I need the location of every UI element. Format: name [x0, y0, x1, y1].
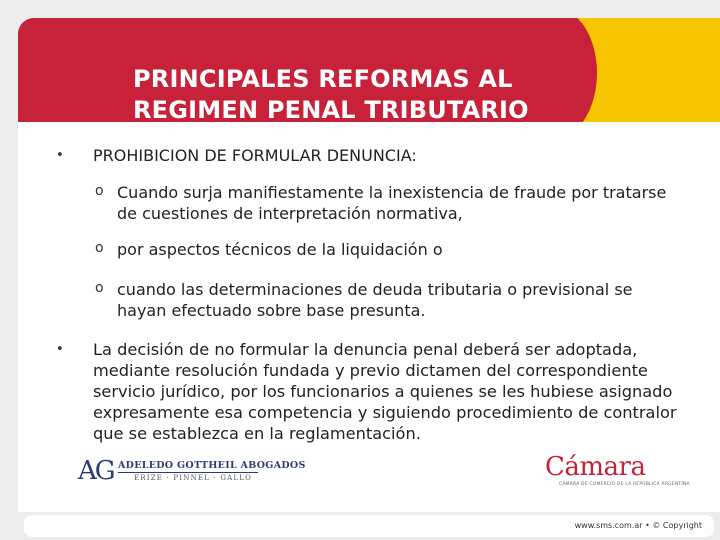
title-banner [18, 18, 720, 122]
sub-item-1: Cuando surja manifiestamente la inexistencia de fraude por tratarse de cuestiones de interpretación normativa, [117, 183, 667, 223]
sub-bullet-marker: o [95, 280, 104, 296]
firm-partners: ERIZE · PINNEL · GALLO [134, 474, 253, 482]
banner-yellow-accent [555, 18, 720, 122]
sub-bullet-marker: o [95, 240, 104, 256]
slide-title [133, 64, 529, 122]
footer-copyright: www.sms.com.ar • © Copyright [574, 521, 702, 530]
firm-name: ADELEDO GOTTHEIL ABOGADOS [118, 460, 306, 471]
firm-divider [118, 472, 258, 473]
bullet-marker: • [56, 148, 64, 163]
footer-bar [24, 515, 714, 537]
sub-item-3: cuando las determinaciones de deuda tributaria o previsional se hayan efectuado sobre base presunta. [117, 280, 633, 320]
title-line-2: REGIMEN PENAL TRIBUTARIO [133, 96, 529, 122]
bullet-marker: • [56, 342, 64, 357]
camara-brand: Cámara [545, 452, 646, 482]
section-heading: PROHIBICION DE FORMULAR DENUNCIA: [93, 146, 417, 165]
sub-bullet-marker: o [95, 183, 104, 199]
title-line-1: PRINCIPALES REFORMAS AL [133, 65, 513, 93]
firm-initials: AG [78, 456, 114, 486]
sub-item-2: por aspectos técnicos de la liquidación o [117, 240, 443, 259]
camara-subtitle: CÁMARA DE COMERCIO DE LA REPÚBLICA ARGENTINA [559, 482, 690, 487]
law-firm-logo [78, 456, 306, 486]
decision-paragraph: La decisión de no formular la denuncia penal deberá ser adoptada, mediante resolución fundada y previo dictamen del correspondiente servicio jurídico, por los funcionarios a quienes se les hubiese asignado expresamente esa competencia y siguiendo procedimiento de contralor que se establezca en la reglamentación. [93, 340, 677, 443]
camara-logo [545, 452, 695, 492]
